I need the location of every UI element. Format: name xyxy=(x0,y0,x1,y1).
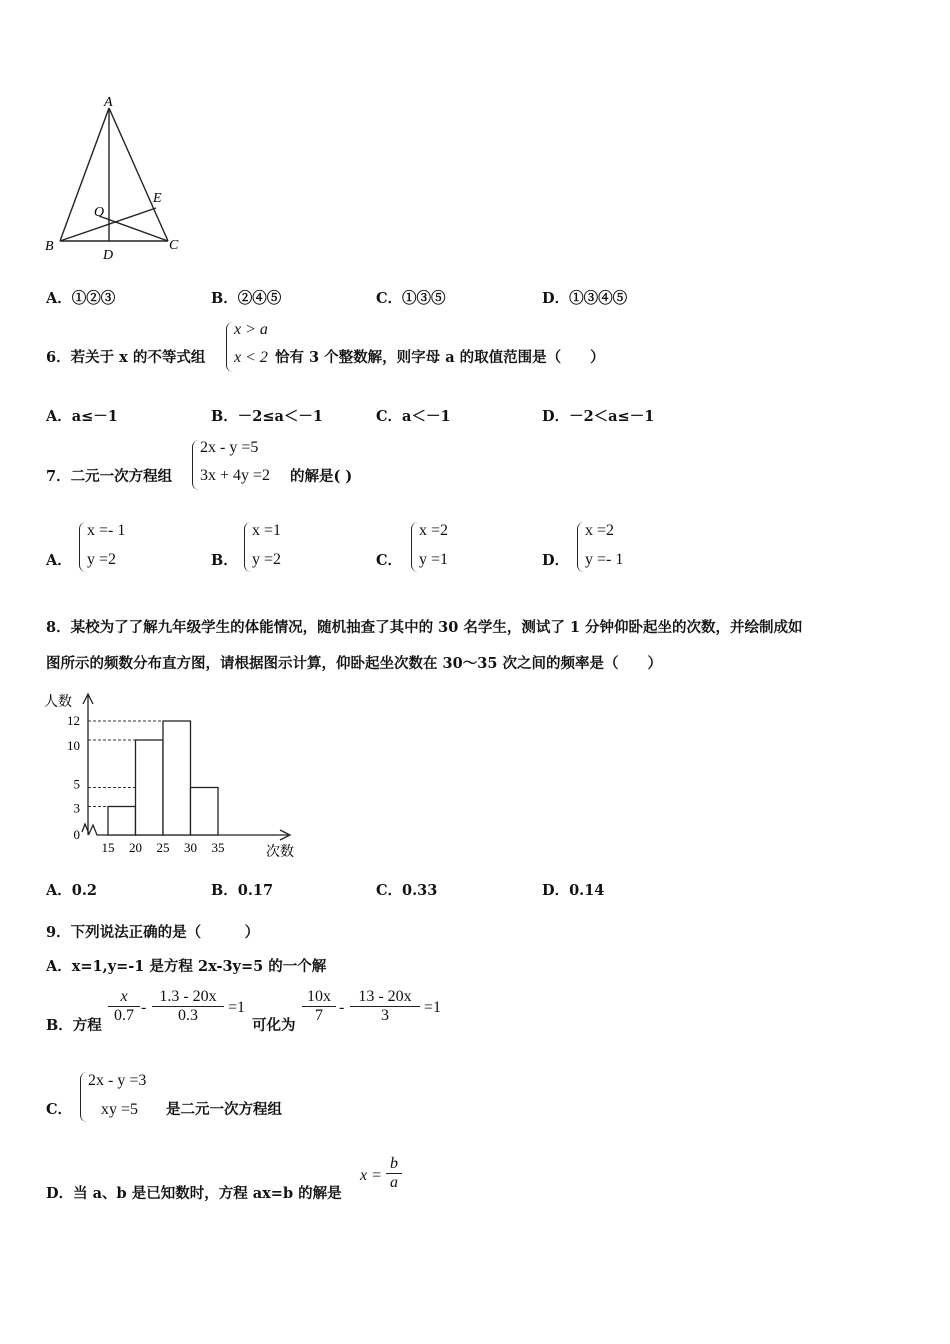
q9-b-eq1: =1 xyxy=(228,999,246,1016)
q7-option-d-brace xyxy=(577,522,584,572)
q7-option-c-letter: C． xyxy=(376,552,403,569)
label-c: C xyxy=(169,238,179,253)
q6-line1: x > a xyxy=(234,321,268,338)
y-tick-label-0: 0 xyxy=(73,827,80,842)
q5-option-c: C．①③⑤ xyxy=(376,290,446,307)
q9-b-frac4-den: 3 xyxy=(350,1006,420,1025)
q9-b-frac4 xyxy=(350,988,420,1025)
q9-option-b-lead: B．方程 xyxy=(46,1017,102,1034)
q6-option-c: C．a＜－1 xyxy=(376,408,451,425)
q9-b-minus2: - xyxy=(339,999,345,1016)
q9-c-brace xyxy=(80,1072,87,1122)
q7-option-d-l2: y =- 1 xyxy=(585,551,624,568)
histogram-xlabel: 次数 xyxy=(266,845,294,860)
q5-option-a: A．①②③ xyxy=(46,290,116,307)
x-tick-label-0: 15 xyxy=(101,840,115,855)
q9-d-frac xyxy=(386,1155,402,1192)
q7-option-b-letter: B． xyxy=(211,552,238,569)
q7-option-a-brace xyxy=(79,522,86,572)
q8-option-b: B．0.17 xyxy=(211,882,274,899)
axis-break xyxy=(82,824,108,835)
q9-option-d: D．当 a、b 是已知数时，方程 ax=b 的解是 xyxy=(46,1185,342,1202)
label-d: D xyxy=(103,248,114,262)
histogram-bar-0 xyxy=(108,807,136,836)
q9-d-frac-den: a xyxy=(386,1173,402,1192)
q9-d-lhs: x = xyxy=(360,1167,382,1184)
q9-b-mid: 可化为 xyxy=(252,1017,296,1034)
q6-suffix: 恰有 3 个整数解，则字母 a 的取值范围是（ ） xyxy=(275,349,605,366)
q9-option-a: A．x=1,y=-1 是方程 2x-3y=5 的一个解 xyxy=(46,958,327,975)
x-tick-label-3: 30 xyxy=(184,840,197,855)
q7-brace xyxy=(192,440,199,490)
y-tick-label-3: 10 xyxy=(67,738,80,753)
q9-b-frac3-num: 10x xyxy=(307,988,331,1005)
q7-line2: 3x + 4y =2 xyxy=(200,467,271,484)
q9-b-frac3-den: 7 xyxy=(302,1006,336,1025)
x-tick-label-2: 25 xyxy=(156,840,170,855)
q6-option-d: D．－2＜a≤－1 xyxy=(542,408,655,425)
q8-option-a: A．0.2 xyxy=(46,882,97,899)
histogram-bar-1 xyxy=(136,740,164,835)
q8-option-c: C．0.33 xyxy=(376,882,438,899)
label-a: A xyxy=(104,95,113,110)
q6-option-b: B．－2≤a＜－1 xyxy=(211,408,323,425)
q7-line1: 2x - y =5 xyxy=(200,439,259,456)
y-tick-label-1: 3 xyxy=(73,800,80,816)
histogram-ylabel: 人数 xyxy=(44,695,72,710)
q7-option-d-l1: x =2 xyxy=(585,522,615,539)
q9-stem: 9．下列说法正确的是（ ） xyxy=(46,924,260,941)
triangle-figure xyxy=(38,92,188,262)
label-b: B xyxy=(45,239,54,254)
q7-option-b-l1: x =1 xyxy=(252,522,282,539)
q9-b-frac1 xyxy=(108,988,140,1025)
x-tick-label-4: 35 xyxy=(211,840,225,855)
q5-option-b: B．②④⑤ xyxy=(211,290,282,307)
q9-d-frac-num: b xyxy=(390,1155,398,1172)
q7-option-b-brace xyxy=(244,522,251,572)
q9-b-eq2: =1 xyxy=(424,999,442,1016)
label-e: E xyxy=(153,191,162,206)
q7-option-d-letter: D． xyxy=(542,552,570,569)
histogram-bar-2 xyxy=(163,721,191,835)
q5-option-d: D．①③④⑤ xyxy=(542,290,628,307)
histogram-chart xyxy=(40,688,310,863)
q8-stem-line1: 8．某校为了了解九年级学生的体能情况，随机抽查了其中的 30 名学生，测试了 1 分钟仰卧起坐的次数，并绘制成如 xyxy=(46,619,803,636)
q9-c-suffix: 是二元一次方程组 xyxy=(166,1101,282,1118)
q6-prefix: 6．若关于 x 的不等式组 xyxy=(46,349,206,366)
q7-option-c-brace xyxy=(411,522,418,572)
q9-b-frac1-num: x xyxy=(120,988,128,1005)
q9-c-line2: xy =5 xyxy=(101,1101,139,1118)
q7-option-b-l2: y =2 xyxy=(252,551,282,568)
q7-option-a-l2: y =2 xyxy=(87,551,117,568)
q8-stem-line2: 图所示的频数分布直方图，请根据图示计算，仰卧起坐次数在 30～35 次之间的频率是（ ） xyxy=(46,655,662,672)
q7-option-c-l2: y =1 xyxy=(419,551,449,568)
q9-b-frac2-num: 1.3 - 20x xyxy=(159,988,217,1005)
q9-c-line1: 2x - y =3 xyxy=(88,1072,147,1089)
q9-b-frac2 xyxy=(152,988,224,1025)
q7-suffix: 的解是( ) xyxy=(290,468,353,485)
q7-option-c-l1: x =2 xyxy=(419,522,449,539)
q9-b-frac4-num: 13 - 20x xyxy=(358,988,412,1005)
q8-option-d: D．0.14 xyxy=(542,882,605,899)
q7-prefix: 7．二元一次方程组 xyxy=(46,468,173,485)
q9-b-frac3 xyxy=(302,988,336,1025)
q9-option-c-letter: C． xyxy=(46,1101,73,1118)
histogram-bar-3 xyxy=(191,788,219,836)
y-tick-label-2: 5 xyxy=(73,776,80,792)
y-tick-label-4: 12 xyxy=(67,713,80,728)
q7-option-a-l1: x =- 1 xyxy=(87,522,126,539)
q9-b-frac1-den: 0.7 xyxy=(108,1006,140,1025)
q6-brace xyxy=(226,322,233,372)
q9-b-minus1: - xyxy=(141,999,147,1016)
q6-line2: x < 2 xyxy=(234,349,268,366)
q9-b-frac2-den: 0.3 xyxy=(152,1006,224,1025)
x-tick-label-1: 20 xyxy=(129,840,142,855)
label-o: O xyxy=(94,205,105,220)
q6-option-a: A．a≤－1 xyxy=(46,408,118,425)
q7-option-a-letter: A． xyxy=(46,552,72,569)
